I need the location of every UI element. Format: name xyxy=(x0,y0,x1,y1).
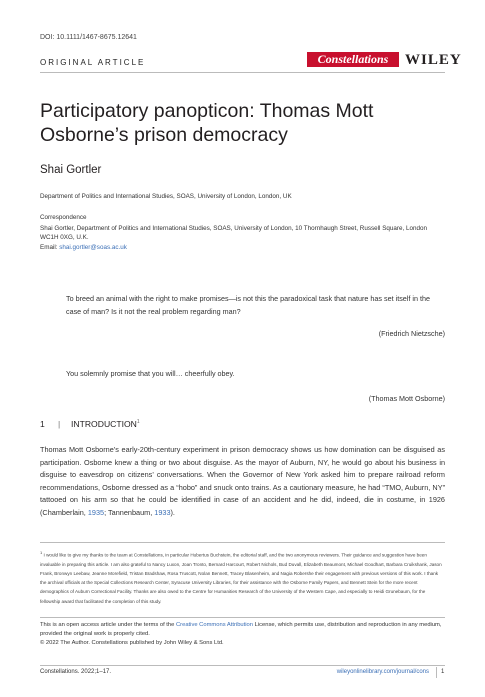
license-text-post: License, which permits use, distribution and reproduction in any medium, provided the original work is properly cited. xyxy=(40,622,442,637)
email-line xyxy=(40,244,127,251)
footer-divider xyxy=(40,665,445,666)
license-link[interactable]: Creative Commons Attribution xyxy=(175,622,253,628)
footer-citation: Constellations. 2022;1–17. xyxy=(40,669,112,675)
doi[interactable]: DOI: 10.1111/1467-8675.12641 xyxy=(40,34,137,41)
publisher-logo: WILEY xyxy=(405,52,462,68)
section-separator: | xyxy=(58,419,61,429)
license-text-pre: This is an open access article under the terms of the xyxy=(40,622,176,628)
license-divider xyxy=(40,617,445,618)
journal-url-link[interactable]: wileyonlinelibrary.com/journal/cons xyxy=(336,669,429,675)
article-type: ORIGINAL ARTICLE xyxy=(40,58,146,67)
epigraph-quote-1: To breed an animal with the right to make promises—is not this the paradoxical task that nature has set itself in the case of man? Is it not the real problem regarding man? xyxy=(66,294,430,316)
epigraph-attribution-2: (Thomas Mott Osborne) xyxy=(368,394,445,403)
correspondence-text: Shai Gortler, Department of Politics and International Studies, SOAS, University of London, 10 Thornhaugh Street, Russell Square, London WC1H 0XG, U.K. xyxy=(40,225,428,242)
section-number: 1 xyxy=(40,419,45,429)
journal-logo: Constellations xyxy=(307,52,399,67)
citation-link-1[interactable]: 1935 xyxy=(87,507,105,517)
page-number: 1 xyxy=(441,669,445,675)
email-link[interactable]: shai.gortler@soas.ac.uk xyxy=(59,243,127,251)
body-text-mid: ; Tannenbaum, xyxy=(104,507,155,517)
section-title: INTRODUCTION xyxy=(71,419,137,429)
footer-separator xyxy=(436,667,437,678)
footnote-marker: 1 xyxy=(40,550,43,555)
epigraph-attribution-1: (Friedrich Nietzsche) xyxy=(378,329,445,338)
citation-link-2[interactable]: 1933 xyxy=(154,507,171,517)
footnote-divider xyxy=(40,542,445,543)
correspondence-block xyxy=(40,224,445,252)
body-text: Thomas Mott Osborne’s early-20th-century experiment in prison democracy shows us how domination can be disguised as participation. Osborne knew a thing or two about disguise. As the mayor of Auburn, NY, he would go about his business in disguise to eavesdrop on citizens’ conversations. When the Governor of New York asked him to prepare railroad reform recommendations, Osborne dressed as a “hobo” and snuck onto trains. As a cautionary measure, he had “TMO, Auburn, NY” tattooed on his arm so that he could be identified in case of an accident and he did, indeed, die in costume, in 1926 (Chamberlain, xyxy=(40,445,445,517)
license-block xyxy=(40,621,445,647)
epigraph-quote-2: You solemnly promise that you will… cheerfully obey. xyxy=(66,369,235,378)
body-text-end: ). xyxy=(170,507,175,517)
article-title: Participatory panopticon: Thomas Mott Osborne’s prison democracy xyxy=(40,100,374,146)
email-label: Email: xyxy=(40,243,58,251)
section-heading xyxy=(40,419,140,429)
author-name: Shai Gortler xyxy=(40,164,102,176)
body-paragraph xyxy=(40,444,445,520)
correspondence-heading: Correspondence xyxy=(40,214,87,221)
footnote-link[interactable]: 1 xyxy=(136,419,140,426)
footnote xyxy=(40,548,445,606)
header-divider xyxy=(40,72,445,73)
footnote-text: I would like to give my thanks to the team at Constellations, in particular Hubertus Buchstein, the editorial staff, and the two anonymous reviewers. Their guidance and suggestion have been invaluable in preparing this article. I am also grateful to Nancy Luxon, Joan Tronto, Bernard Harcourt, Robert Nichols, Bud Duvall, Elizabeth Beaumont, Michael Goodhart, Barbara Cruikshank, Jason Frank, Bronwyn Leebaw, Jeanne Morefield, Tristan Bradshaw, Rosa Truscott, Nolan Bennett, Tracey Blasenheim, and Nagia Robershe their engagement with previous versions of this work. I thank the archival officials at the Special Collections Research Center, Syracuse University Libraries, for their assistance with the Osborne Family Papers, and Bennett Stein for the more recent demographics of Auburn Correctional Facility. Thanks are also owed to the Centre for Humanities Research of the University of the Western Cape, and especially to Heidi Grunebaum, for the fellowship award that facilitated the completion of this study. xyxy=(40,552,442,604)
copyright-line: © 2022 The Author. Constellations published by John Wiley & Sons Ltd. xyxy=(40,639,224,646)
author-affiliation: Department of Politics and International Studies, SOAS, University of London, London, UK xyxy=(40,193,292,200)
